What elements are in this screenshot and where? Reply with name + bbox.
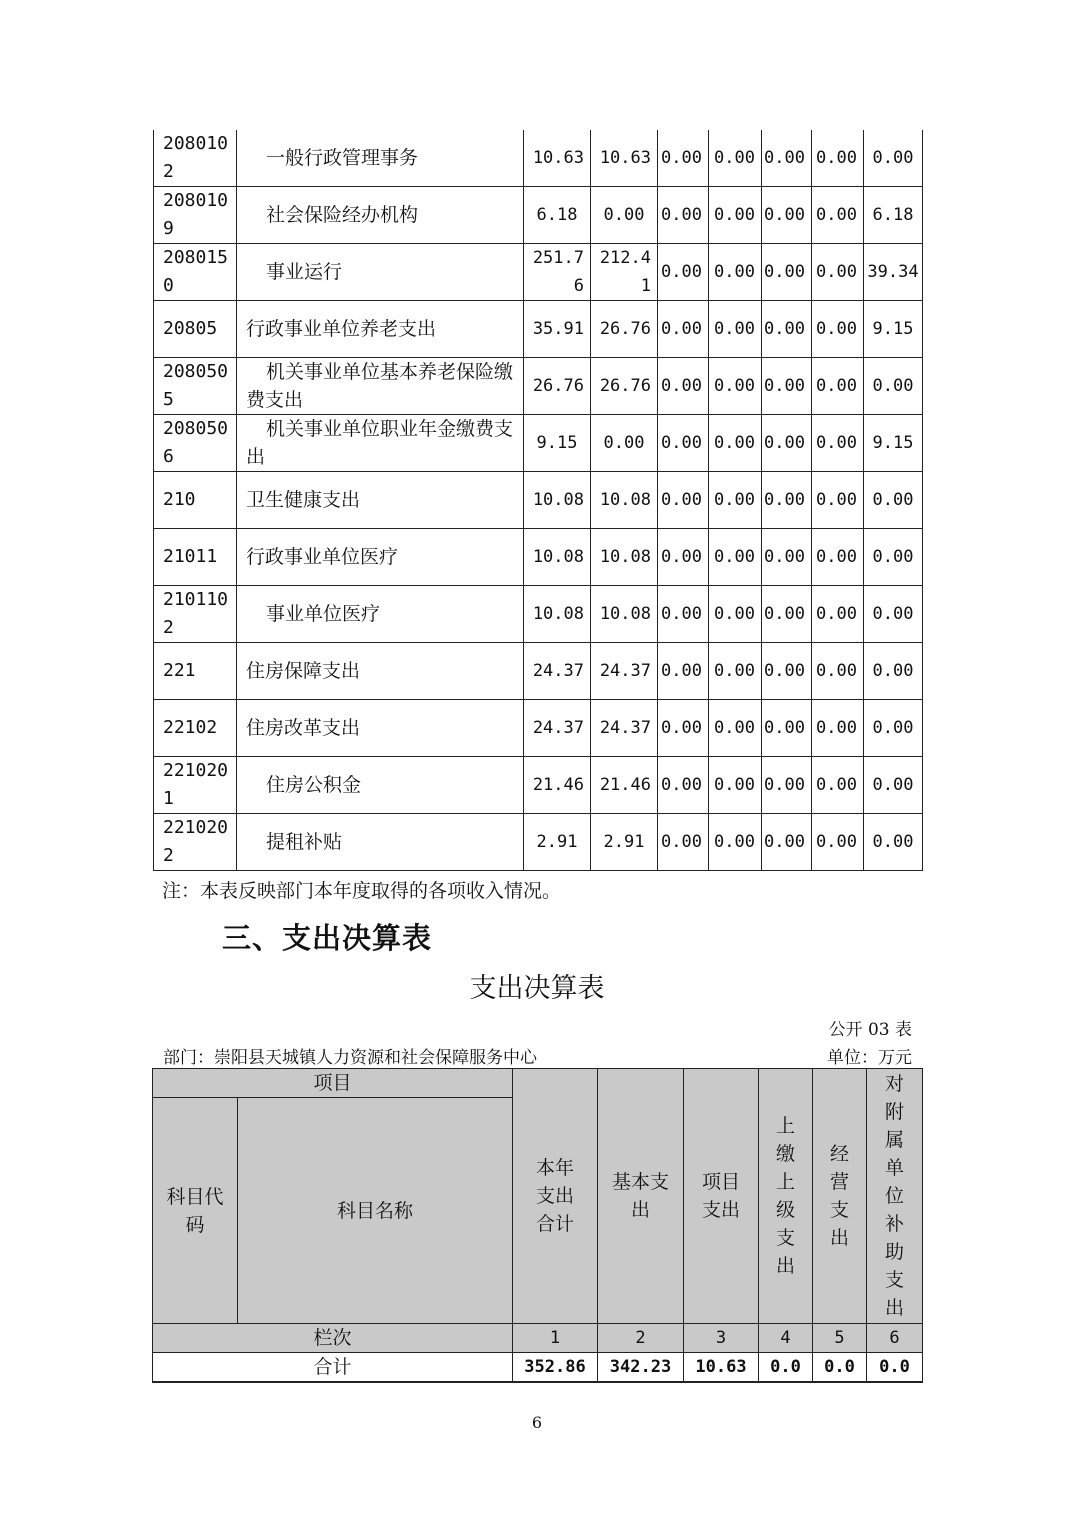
amount-cell: 35.91 bbox=[524, 301, 591, 358]
row-label-column-index: 栏次 bbox=[153, 1324, 513, 1353]
amount-cell: 0.00 bbox=[762, 700, 812, 757]
amount-cell: 24.37 bbox=[591, 643, 658, 700]
subject-name: 行政事业单位养老支出 bbox=[237, 301, 524, 358]
col-number: 6 bbox=[867, 1324, 923, 1353]
col-number: 5 bbox=[813, 1324, 867, 1353]
table-row bbox=[154, 700, 923, 757]
subject-name: 提租补贴 bbox=[237, 814, 524, 871]
header-code: 科目代码 bbox=[153, 1098, 238, 1324]
amount-cell: 0.00 bbox=[709, 301, 762, 358]
amount-cell: 0.00 bbox=[658, 358, 709, 415]
col-header-business: 经营支出 bbox=[813, 1069, 867, 1324]
amount-cell: 0.00 bbox=[658, 130, 709, 187]
subject-name: 住房改革支出 bbox=[237, 700, 524, 757]
amount-cell: 21.46 bbox=[524, 757, 591, 814]
subject-code: 210 bbox=[154, 472, 237, 529]
amount-cell: 0.00 bbox=[864, 814, 923, 871]
table-row bbox=[154, 244, 923, 301]
subject-name: 一般行政管理事务 bbox=[237, 130, 524, 187]
amount-cell: 0.00 bbox=[709, 700, 762, 757]
col-header-project: 项目支出 bbox=[684, 1069, 759, 1324]
amount-cell: 0.00 bbox=[762, 529, 812, 586]
subject-code: 22102 bbox=[154, 700, 237, 757]
col-header-total: 本年支出合计 bbox=[513, 1069, 598, 1324]
amount-cell: 10.08 bbox=[524, 472, 591, 529]
amount-cell: 0.00 bbox=[812, 700, 864, 757]
amount-cell: 0.00 bbox=[762, 757, 812, 814]
amount-cell: 0.00 bbox=[864, 130, 923, 187]
amount-cell: 0.00 bbox=[812, 244, 864, 301]
amount-cell: 0.00 bbox=[709, 757, 762, 814]
subject-code: 2210202 bbox=[154, 814, 237, 871]
subject-code: 2080505 bbox=[154, 358, 237, 415]
total-value: 0.0 bbox=[867, 1353, 923, 1383]
amount-cell: 0.00 bbox=[864, 757, 923, 814]
subject-name: 事业单位医疗 bbox=[237, 586, 524, 643]
subject-name: 机关事业单位基本养老保险缴费支出 bbox=[237, 358, 524, 415]
amount-cell: 9.15 bbox=[864, 301, 923, 358]
header-project: 项目 bbox=[153, 1069, 513, 1098]
amount-cell: 0.00 bbox=[658, 415, 709, 472]
amount-cell: 39.34 bbox=[864, 244, 923, 301]
amount-cell: 0.00 bbox=[658, 472, 709, 529]
table-row bbox=[154, 757, 923, 814]
amount-cell: 24.37 bbox=[524, 643, 591, 700]
col-number: 2 bbox=[598, 1324, 684, 1353]
amount-cell: 10.63 bbox=[591, 130, 658, 187]
amount-cell: 0.00 bbox=[658, 814, 709, 871]
amount-cell: 9.15 bbox=[864, 415, 923, 472]
amount-cell: 0.00 bbox=[762, 814, 812, 871]
amount-cell: 10.08 bbox=[524, 586, 591, 643]
amount-cell: 0.00 bbox=[658, 700, 709, 757]
subject-code: 2101102 bbox=[154, 586, 237, 643]
amount-cell: 0.00 bbox=[812, 529, 864, 586]
amount-cell: 26.76 bbox=[524, 358, 591, 415]
table-row bbox=[154, 187, 923, 244]
table-row bbox=[154, 586, 923, 643]
amount-cell: 6.18 bbox=[524, 187, 591, 244]
amount-cell: 10.63 bbox=[524, 130, 591, 187]
table-title: 支出决算表 bbox=[469, 973, 605, 1004]
col-number: 3 bbox=[684, 1324, 759, 1353]
table-row bbox=[154, 358, 923, 415]
total-label: 合计 bbox=[153, 1353, 513, 1383]
col-header-subsidy: 对附属单位补助支出 bbox=[867, 1069, 923, 1324]
subject-code: 2080150 bbox=[154, 244, 237, 301]
table-row bbox=[154, 472, 923, 529]
amount-cell: 0.00 bbox=[864, 358, 923, 415]
form-number: 公开 03 表 bbox=[828, 1020, 912, 1040]
amount-cell: 10.08 bbox=[524, 529, 591, 586]
amount-cell: 0.00 bbox=[864, 700, 923, 757]
amount-cell: 0.00 bbox=[762, 301, 812, 358]
income-table-continuation bbox=[153, 130, 923, 871]
amount-cell: 0.00 bbox=[864, 472, 923, 529]
subject-name: 事业运行 bbox=[237, 244, 524, 301]
section-title: 三、支出决算表 bbox=[222, 921, 433, 955]
amount-cell: 0.00 bbox=[864, 529, 923, 586]
amount-cell: 0.00 bbox=[658, 187, 709, 244]
subject-code: 221 bbox=[154, 643, 237, 700]
amount-cell: 0.00 bbox=[591, 187, 658, 244]
subject-name: 行政事业单位医疗 bbox=[237, 529, 524, 586]
table-row bbox=[154, 814, 923, 871]
subject-name: 卫生健康支出 bbox=[237, 472, 524, 529]
amount-cell: 0.00 bbox=[762, 187, 812, 244]
table-note: 注：本表反映部门本年度取得的各项收入情况。 bbox=[162, 880, 562, 902]
subject-name: 住房保障支出 bbox=[237, 643, 524, 700]
amount-cell: 0.00 bbox=[709, 529, 762, 586]
amount-cell: 0.00 bbox=[709, 814, 762, 871]
amount-cell: 6.18 bbox=[864, 187, 923, 244]
col-number: 4 bbox=[759, 1324, 813, 1353]
amount-cell: 26.76 bbox=[591, 301, 658, 358]
amount-cell: 9.15 bbox=[524, 415, 591, 472]
col-header-basic: 基本支出 bbox=[598, 1069, 684, 1324]
amount-cell: 0.00 bbox=[658, 643, 709, 700]
amount-cell: 0.00 bbox=[864, 643, 923, 700]
amount-cell: 0.00 bbox=[709, 244, 762, 301]
total-value: 10.63 bbox=[684, 1353, 759, 1383]
amount-cell: 0.00 bbox=[709, 358, 762, 415]
amount-cell: 0.00 bbox=[812, 472, 864, 529]
amount-cell: 0.00 bbox=[762, 472, 812, 529]
amount-cell: 0.00 bbox=[812, 301, 864, 358]
amount-cell: 0.00 bbox=[709, 187, 762, 244]
subject-code: 20805 bbox=[154, 301, 237, 358]
expenditure-table bbox=[152, 1068, 923, 1383]
total-value: 0.0 bbox=[813, 1353, 867, 1383]
amount-cell: 2.91 bbox=[524, 814, 591, 871]
amount-cell: 0.00 bbox=[762, 244, 812, 301]
amount-cell: 0.00 bbox=[762, 130, 812, 187]
amount-cell: 24.37 bbox=[524, 700, 591, 757]
table-row bbox=[154, 130, 923, 187]
col-number: 1 bbox=[513, 1324, 598, 1353]
amount-cell: 0.00 bbox=[864, 586, 923, 643]
amount-cell: 0.00 bbox=[658, 301, 709, 358]
subject-code: 2210201 bbox=[154, 757, 237, 814]
total-value: 342.23 bbox=[598, 1353, 684, 1383]
amount-cell: 0.00 bbox=[709, 586, 762, 643]
total-value: 352.86 bbox=[513, 1353, 598, 1383]
amount-cell: 0.00 bbox=[658, 757, 709, 814]
amount-cell: 0.00 bbox=[812, 415, 864, 472]
amount-cell: 0.00 bbox=[591, 415, 658, 472]
amount-cell: 212.41 bbox=[591, 244, 658, 301]
table-row bbox=[154, 529, 923, 586]
income-table-body bbox=[154, 130, 923, 871]
total-value: 0.0 bbox=[759, 1353, 813, 1383]
amount-cell: 0.00 bbox=[812, 358, 864, 415]
subject-name: 社会保险经办机构 bbox=[237, 187, 524, 244]
amount-cell: 0.00 bbox=[812, 586, 864, 643]
subject-name: 住房公积金 bbox=[237, 757, 524, 814]
page-number: 6 bbox=[531, 1413, 543, 1432]
table-row bbox=[154, 301, 923, 358]
amount-cell: 21.46 bbox=[591, 757, 658, 814]
subject-code: 2080506 bbox=[154, 415, 237, 472]
amount-cell: 0.00 bbox=[709, 415, 762, 472]
subject-code: 2080109 bbox=[154, 187, 237, 244]
amount-cell: 0.00 bbox=[658, 529, 709, 586]
col-header-upper: 上缴上级支出 bbox=[759, 1069, 813, 1324]
amount-cell: 10.08 bbox=[591, 586, 658, 643]
amount-cell: 26.76 bbox=[591, 358, 658, 415]
amount-cell: 24.37 bbox=[591, 700, 658, 757]
amount-cell: 10.08 bbox=[591, 472, 658, 529]
department-label: 部门：崇阳县天城镇人力资源和社会保障服务中心 bbox=[163, 1048, 537, 1068]
amount-cell: 10.08 bbox=[591, 529, 658, 586]
unit-label: 单位：万元 bbox=[827, 1048, 912, 1068]
amount-cell: 251.76 bbox=[524, 244, 591, 301]
subject-name: 机关事业单位职业年金缴费支出 bbox=[237, 415, 524, 472]
table-row bbox=[154, 643, 923, 700]
amount-cell: 0.00 bbox=[762, 415, 812, 472]
amount-cell: 0.00 bbox=[762, 643, 812, 700]
amount-cell: 2.91 bbox=[591, 814, 658, 871]
amount-cell: 0.00 bbox=[762, 586, 812, 643]
amount-cell: 0.00 bbox=[812, 757, 864, 814]
amount-cell: 0.00 bbox=[658, 244, 709, 301]
amount-cell: 0.00 bbox=[709, 130, 762, 187]
amount-cell: 0.00 bbox=[812, 187, 864, 244]
amount-cell: 0.00 bbox=[709, 472, 762, 529]
header-name: 科目名称 bbox=[238, 1098, 513, 1324]
amount-cell: 0.00 bbox=[709, 643, 762, 700]
amount-cell: 0.00 bbox=[812, 130, 864, 187]
subject-code: 2080102 bbox=[154, 130, 237, 187]
subject-code: 21011 bbox=[154, 529, 237, 586]
amount-cell: 0.00 bbox=[812, 643, 864, 700]
table-row bbox=[154, 415, 923, 472]
amount-cell: 0.00 bbox=[762, 358, 812, 415]
amount-cell: 0.00 bbox=[812, 814, 864, 871]
amount-cell: 0.00 bbox=[658, 586, 709, 643]
